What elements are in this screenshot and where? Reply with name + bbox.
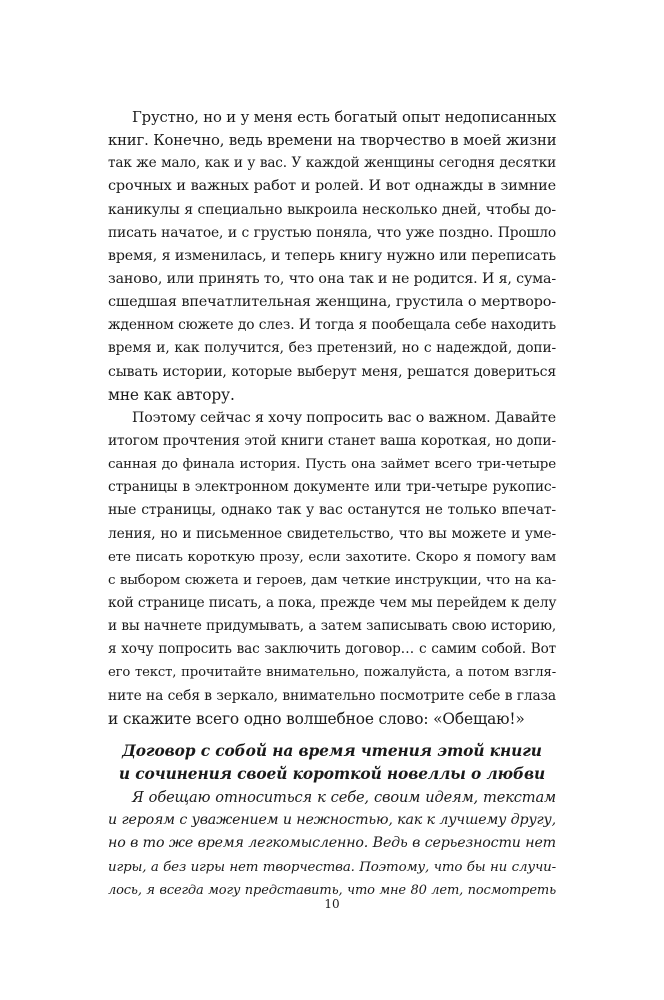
section-heading	[108, 740, 556, 786]
contract-line: и героям с уважением и нежностью, как к лучшему другу,	[108, 812, 556, 829]
heading-line: Договор с собой на время чтения этой книги	[122, 741, 542, 760]
paragraph-1	[108, 106, 556, 407]
text-line: с выбором сюжета и героев, дам четкие инструкции, что на ка-	[108, 572, 556, 588]
text-line: и вы начнете придумывать, а затем записывать свою историю,	[108, 618, 556, 635]
text-line: сывать истории, которые выберут меня, решатся довериться	[108, 363, 556, 380]
text-line: я хочу попросить вас заключить договор… с самим собой. Вот	[108, 641, 556, 658]
text-line: каникулы я специально выкроила несколько дней, чтобы до-	[108, 201, 556, 218]
text-line: Поэтому сейчас я хочу попросить вас о важном. Давайте	[132, 409, 556, 426]
text-line: время, я изменилась, и теперь книгу нужно или переписать	[108, 247, 556, 264]
text-line: итогом прочтения этой книги станет ваша короткая, но допи-	[108, 432, 556, 449]
text-line: время и, как получится, без претензий, но с надеждой, допи-	[108, 340, 556, 357]
text-line: срочных и важных работ и ролей. И вот однажды в зимние	[108, 178, 556, 195]
text-line: так же мало, как и у вас. У каждой женщины сегодня десятки	[108, 155, 556, 172]
text-line: ете писать короткую прозу, если захотите. Скоро я помогу вам	[108, 549, 556, 565]
text-line: кой странице писать, а пока, прежде чем мы перейдем к делу	[108, 594, 557, 611]
contract-line: Я обещаю относиться к себе, своим идеям, текстам	[132, 789, 556, 807]
contract-line: но в то же время легкомысленно. Ведь в серьезности нет	[108, 835, 556, 852]
text-line: писать начатое, и с грустью поняла, что уже поздно. Прошло	[108, 224, 556, 241]
text-line: заново, или принять то, что она так и не родится. И я, сума-	[108, 270, 556, 287]
contract-line: лось, я всегда могу представить, что мне 80 лет, посмотреть	[108, 882, 556, 898]
heading-line: и сочинения своей короткой новеллы о любви	[118, 764, 546, 783]
book-page-body	[108, 106, 556, 902]
text-line: и скажите всего одно волшебное слово: «Обещаю!»	[108, 709, 525, 728]
contract-text	[108, 786, 556, 902]
text-line: жденном сюжете до слез. И тогда я пообещала себе находить	[108, 317, 556, 334]
text-line: сшедшая впечатлительная женщина, грустила о мертворо-	[108, 294, 556, 311]
text-line: Грустно, но и у меня есть богатый опыт недописанных	[132, 109, 557, 126]
text-line: ните на себя в зеркало, внимательно посмотрите себе в глаза	[108, 687, 556, 704]
text-line: ления, но и письменное свидетельство, что вы можете и уме-	[108, 525, 556, 542]
text-line: ные страницы, однако так у вас останутся не только впечат-	[108, 502, 556, 519]
text-line: книг. Конечно, ведь времени на творчество в моей жизни	[108, 132, 557, 150]
text-line: страницы в электронном документе или три-четыре рукопис-	[108, 479, 556, 496]
text-line: его текст, прочитайте внимательно, пожалуйста, а потом взгля-	[108, 665, 556, 681]
page-number: 10	[324, 897, 340, 911]
contract-line: игры, а без игры нет творчества. Поэтому, что бы ни случи-	[108, 859, 556, 875]
text-line: санная до финала история. Пусть она займет всего три-четыре	[108, 457, 556, 473]
text-line: мне как автору.	[108, 385, 235, 404]
paragraph-2	[108, 407, 556, 731]
